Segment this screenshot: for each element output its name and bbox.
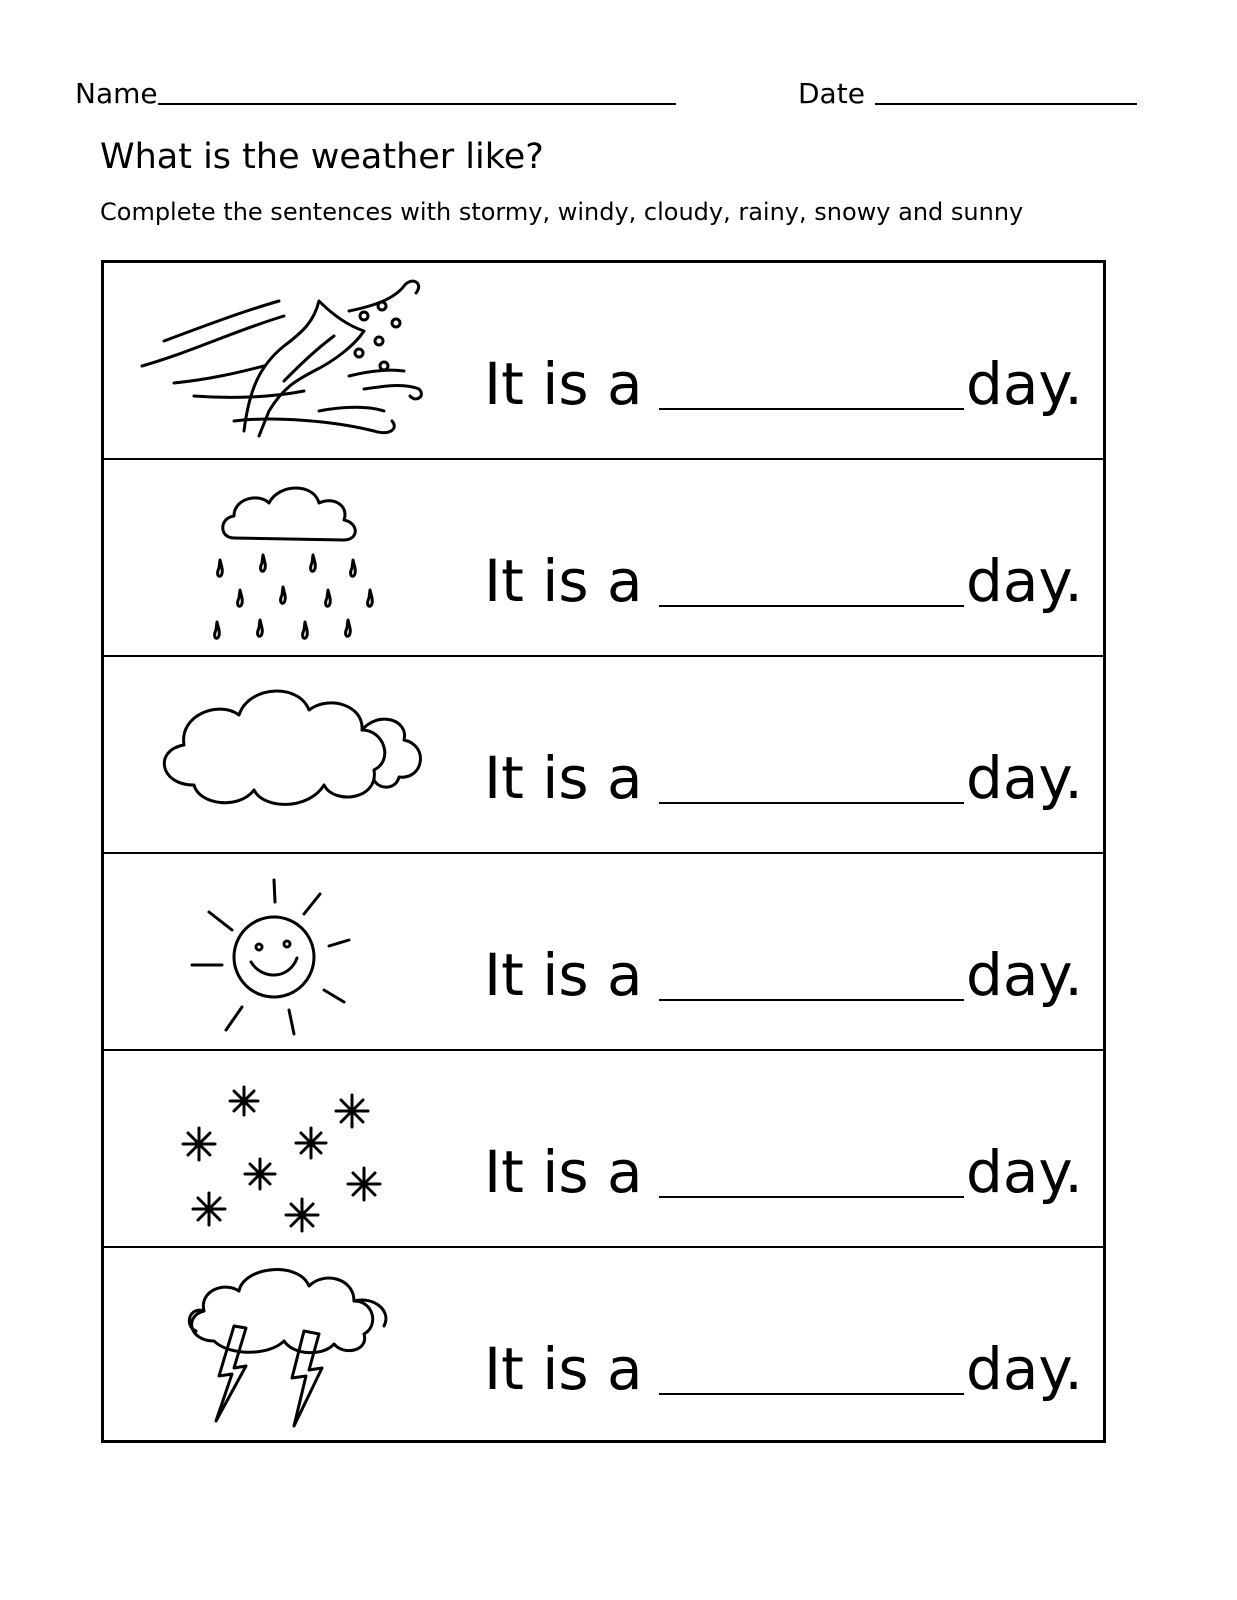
table-row [104, 460, 1103, 657]
windy-icon [134, 271, 434, 451]
answer-blank[interactable] [659, 1393, 964, 1395]
sentence-prefix: It is a [484, 744, 643, 812]
name-label: Name [75, 77, 158, 110]
sentence-suffix: day. [966, 1138, 1083, 1206]
sentence-prefix: It is a [484, 1138, 643, 1206]
answer-blank[interactable] [659, 408, 964, 410]
date-field[interactable] [875, 103, 1137, 105]
answer-blank[interactable] [659, 605, 964, 607]
sentence [484, 460, 1104, 655]
sunny-icon [134, 862, 434, 1042]
date-label: Date [798, 77, 865, 110]
sentence-prefix: It is a [484, 941, 643, 1009]
sentence-suffix: day. [966, 350, 1083, 418]
table-row [104, 263, 1103, 460]
table-row [104, 657, 1103, 854]
answer-blank[interactable] [659, 1196, 964, 1198]
sentence [484, 1248, 1104, 1445]
rainy-icon [134, 468, 434, 648]
page-title: What is the weather like? [100, 137, 544, 177]
sentence-suffix: day. [966, 744, 1083, 812]
sentence [484, 657, 1104, 852]
answer-blank[interactable] [659, 999, 964, 1001]
sentence [484, 854, 1104, 1049]
snowy-icon [134, 1059, 434, 1239]
instructions: Complete the sentences with stormy, windy, cloudy, rainy, snowy and sunny [100, 198, 1024, 226]
cloudy-icon [134, 665, 434, 845]
sentence-prefix: It is a [484, 547, 643, 615]
table-row [104, 854, 1103, 1051]
name-field[interactable] [158, 103, 676, 105]
table-row [104, 1051, 1103, 1248]
sentence-prefix: It is a [484, 1335, 643, 1403]
sentence-suffix: day. [966, 941, 1083, 1009]
sentence-suffix: day. [966, 1335, 1083, 1403]
header [0, 0, 1237, 130]
table-row [104, 1248, 1103, 1445]
sentence [484, 1051, 1104, 1246]
sentence-prefix: It is a [484, 350, 643, 418]
sentence-suffix: day. [966, 547, 1083, 615]
sentence [484, 263, 1104, 458]
worksheet-table [101, 260, 1106, 1443]
stormy-icon [134, 1256, 434, 1436]
answer-blank[interactable] [659, 802, 964, 804]
